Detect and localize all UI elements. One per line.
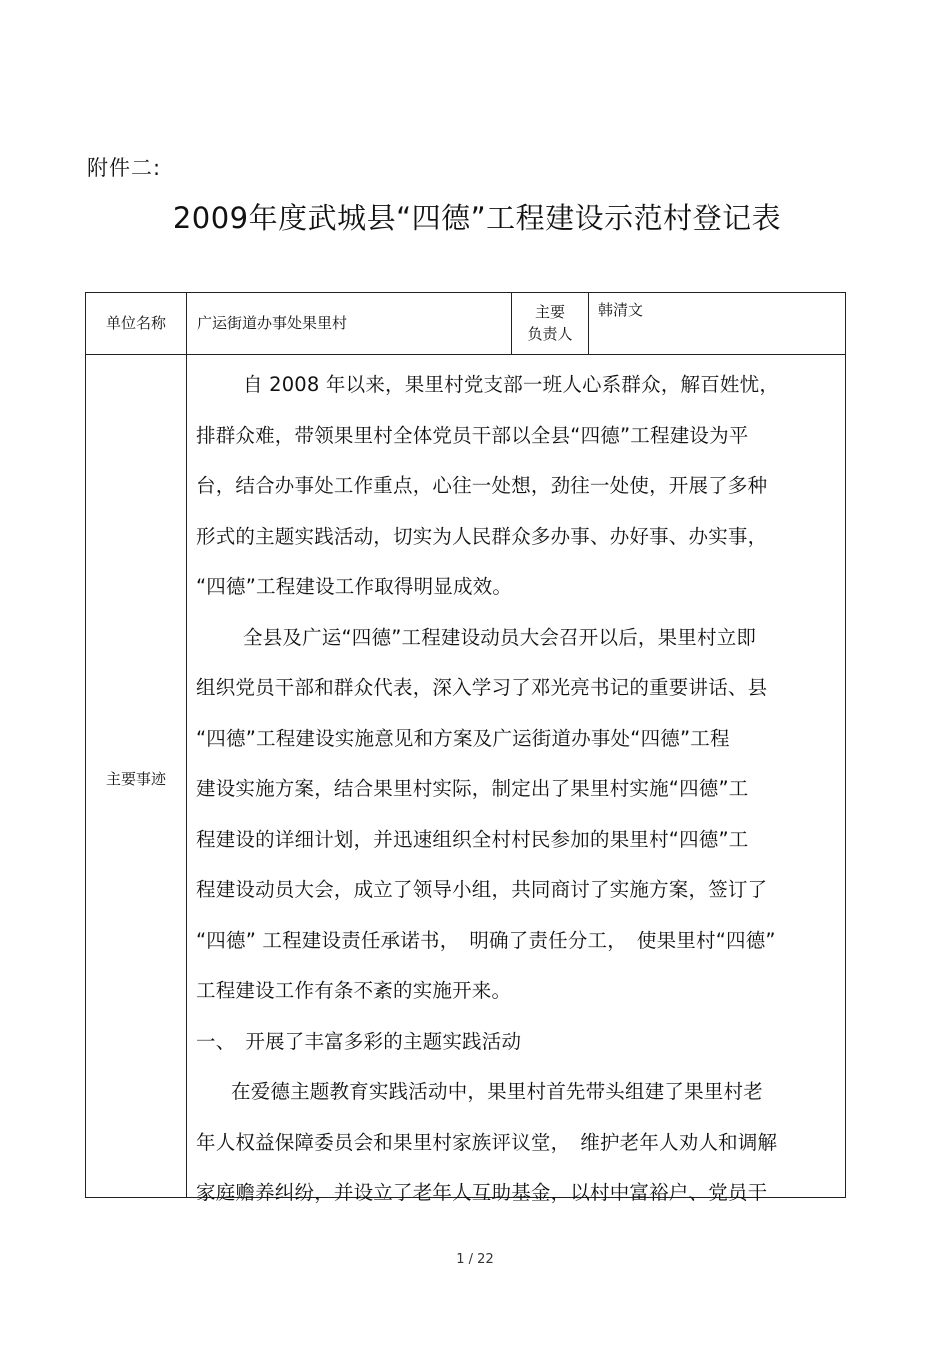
attachment-label: 附件二: [87, 156, 162, 180]
paragraph-line: 台，结合办事处工作重点，心往一处想，劲往一处使，开展了多种 [196, 474, 768, 497]
page-title: 2009年度武城县“四德”工程建设示范村登记表 [172, 201, 782, 235]
paragraph-line: 在爱德主题教育实践活动中，果里村首先带头组建了果里村老 [231, 1080, 763, 1103]
paragraph-line: 形式的主题实践活动，切实为人民群众多办事、办好事、办实事， [196, 524, 768, 548]
paragraph-line: “四德” 工程建设责任承诺书， 明确了责任分工， 使果里村“四德” [196, 928, 776, 952]
paragraph-line: 程建设动员大会，成立了领导小组，共同商讨了实施方案，签订了 [196, 878, 768, 901]
main-deeds-label: 主要事迹 [105, 770, 166, 788]
paragraph-line: 家庭赡养纠纷，并设立了老年人互助基金，以村中富裕户、党员干 [196, 1181, 768, 1204]
paragraph-line: 全县及广运“四德”工程建设动员大会召开以后，果里村立即 [243, 625, 757, 649]
head-person-label-line2: 负责人 [527, 325, 573, 343]
paragraph-line: 工程建设工作有条不紊的实施开来。 [196, 979, 512, 1002]
head-person-value: 韩清文 [598, 301, 644, 319]
table-column-divider [588, 293, 589, 354]
page-indicator: 1 / 22 [456, 1252, 494, 1267]
table-column-divider [186, 293, 187, 1197]
paragraph-line: 程建设的详细计划，并迅速组织全村村民参加的果里村“四德”工 [196, 827, 749, 851]
paragraph-line: 建设实施方案，结合果里村实际，制定出了果里村实施“四德”工 [196, 777, 749, 800]
paragraph-line: “四德”工程建设工作取得明显成效。 [196, 575, 513, 598]
paragraph-line: 自 2008 年以来，果里村党支部一班人心系群众，解百姓忧， [243, 373, 780, 396]
head-person-label-line1: 主要 [534, 303, 565, 321]
unit-name-label: 单位名称 [105, 314, 166, 332]
paragraph-line: 排群众难，带领果里村全体党员干部以全县“四德”工程建设为平 [196, 423, 749, 447]
paragraph-line: “四德”工程建设实施意见和方案及广运街道办事处“四德”工程 [196, 726, 730, 750]
head-person-label [512, 301, 588, 345]
paragraph-line: 年人权益保障委员会和果里村家族评议堂， 维护老年人劝人和调解 [196, 1130, 778, 1154]
table-row-divider [86, 354, 845, 355]
unit-name-value: 广运街道办事处果里村 [197, 314, 348, 332]
registration-table [85, 292, 846, 1204]
paragraph-line: 组织党员干部和群众代表，深入学习了邓光亮书记的重要讲话、县 [196, 676, 768, 699]
main-deeds-text [196, 360, 841, 1219]
section-heading-line: 一、 开展了丰富多彩的主题实践活动 [196, 1029, 522, 1053]
